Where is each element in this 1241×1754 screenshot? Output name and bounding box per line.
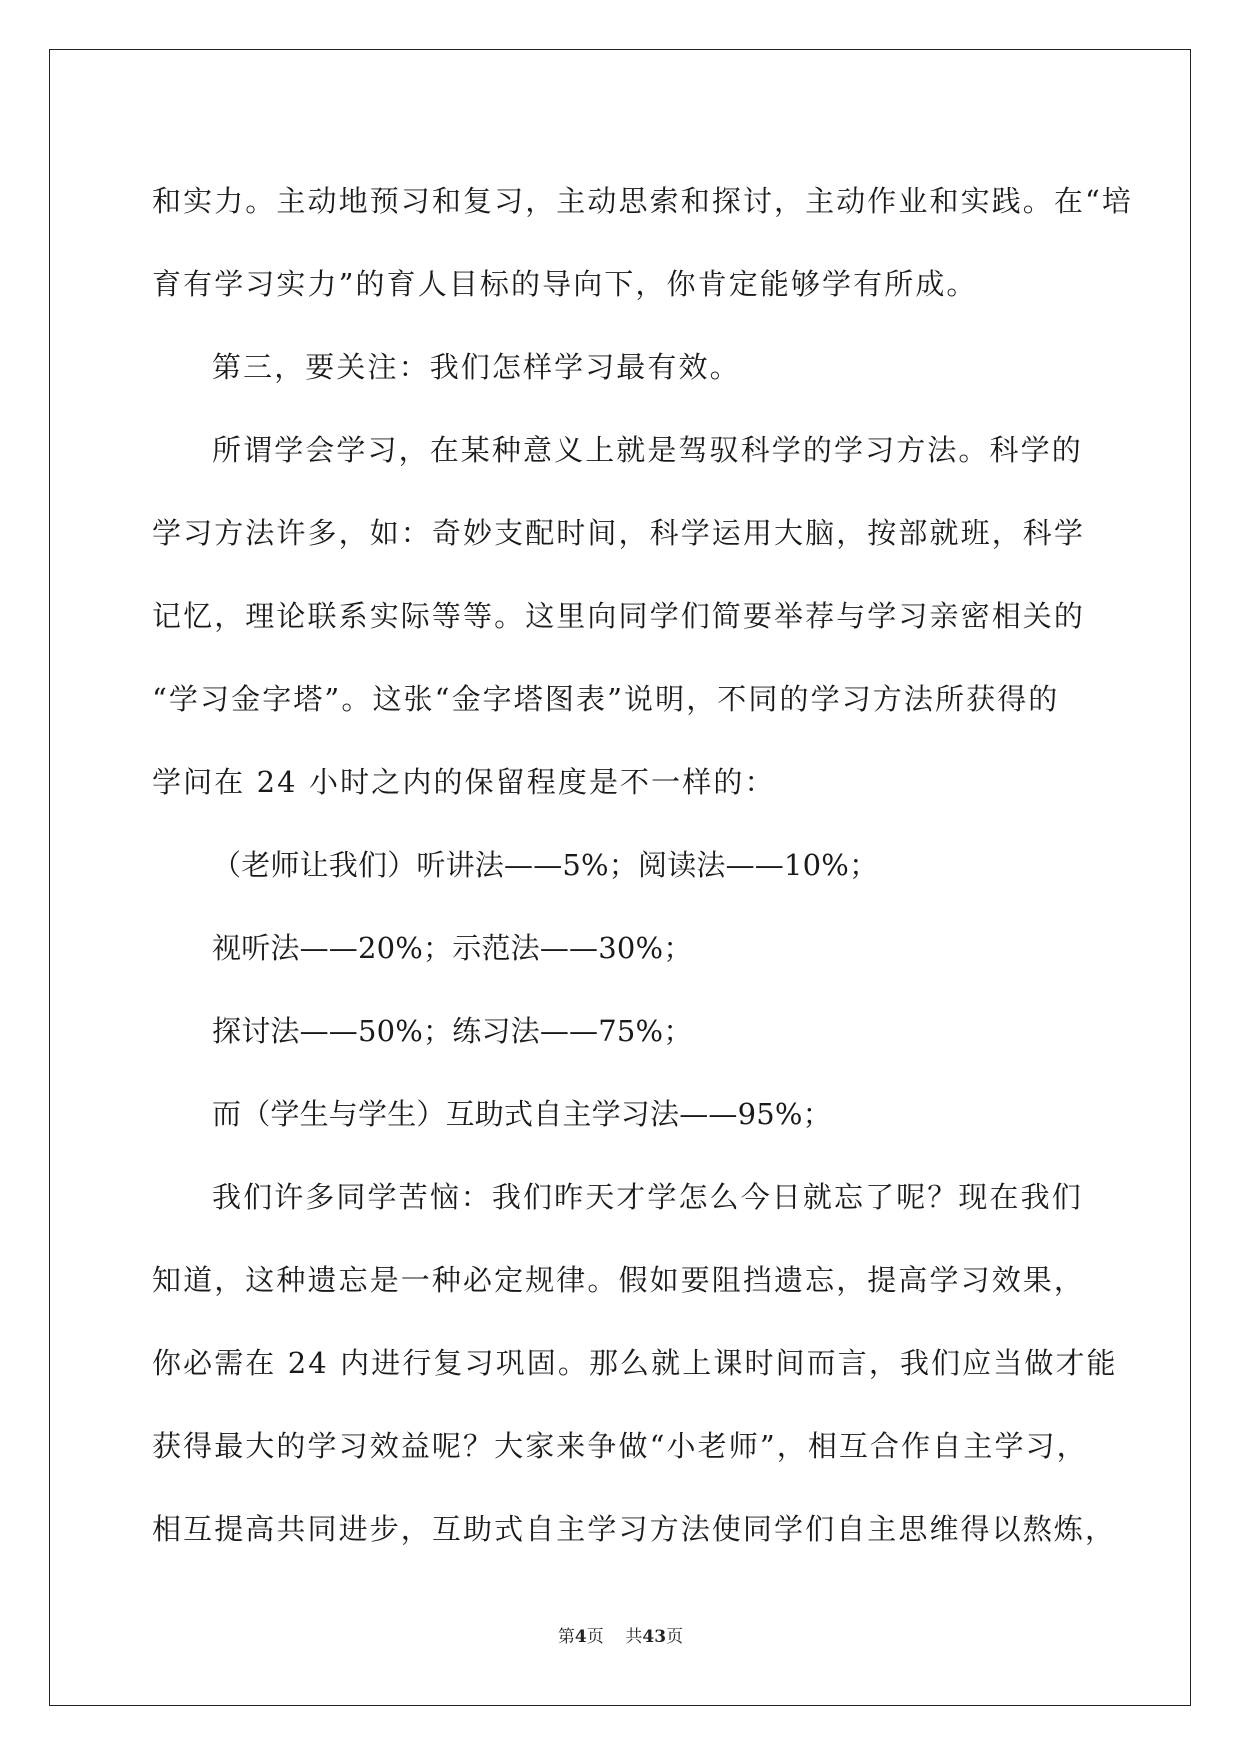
text-line: 知道，这种遗忘是一种必定规律。假如要阻挡遗忘，提高学习效果， [152, 1263, 1086, 1297]
total-page-count: 43 [642, 1627, 667, 1647]
footer-suffix: 页 [666, 1627, 684, 1647]
text-line: 学问在 24 小时之内的保留程度是不一样的： [152, 765, 776, 799]
text-line: 和实力。主动地预习和复习，主动思索和探讨，主动作业和实践。在“培 [152, 184, 1134, 218]
text-line: 相互提高共同进步，互助式自主学习方法使同学们自主思维得以熬炼， [152, 1512, 1117, 1546]
page-footer [0, 1622, 1241, 1647]
text-line: 你必需在 24 内进行复习巩固。那么就上课时间而言，我们应当做才能 [152, 1346, 1118, 1380]
text-line: 获得最大的学习效益呢？大家来争做“小老师”，相互合作自主学习， [152, 1429, 1088, 1463]
text-line: 第三，要关注：我们怎样学习最有效。 [212, 350, 741, 384]
text-line: 探讨法——50%；练习法——75%； [212, 1014, 693, 1048]
text-line: 视听法——20%；示范法——30%； [212, 931, 693, 965]
current-page-number: 4 [574, 1627, 587, 1647]
text-line: （老师让我们）听讲法——5%；阅读法——10%； [212, 848, 879, 882]
text-line: 所谓学会学习，在某种意义上就是驾驭科学的学习方法。科学的 [212, 433, 1083, 467]
footer-prefix: 第 [557, 1627, 575, 1647]
text-line: “学习金字塔”。这张“金字塔图表”说明，不同的学习方法所获得的 [152, 682, 1060, 716]
footer-middle: 页 共 [586, 1627, 643, 1647]
text-line: 而（学生与学生）互助式自主学习法——95%； [212, 1097, 832, 1131]
text-line: 学习方法许多，如：奇妙支配时间，科学运用大脑，按部就班，科学 [152, 516, 1086, 550]
document-body [152, 160, 1134, 1571]
text-line: 育有学习实力”的育人目标的导向下，你肯定能够学有所成。 [152, 267, 978, 301]
text-line: 我们许多同学苦恼：我们昨天才学怎么今日就忘了呢？现在我们 [212, 1180, 1083, 1214]
text-line: 记忆，理论联系实际等等。这里向同学们简要举荐与学习亲密相关的 [152, 599, 1086, 633]
